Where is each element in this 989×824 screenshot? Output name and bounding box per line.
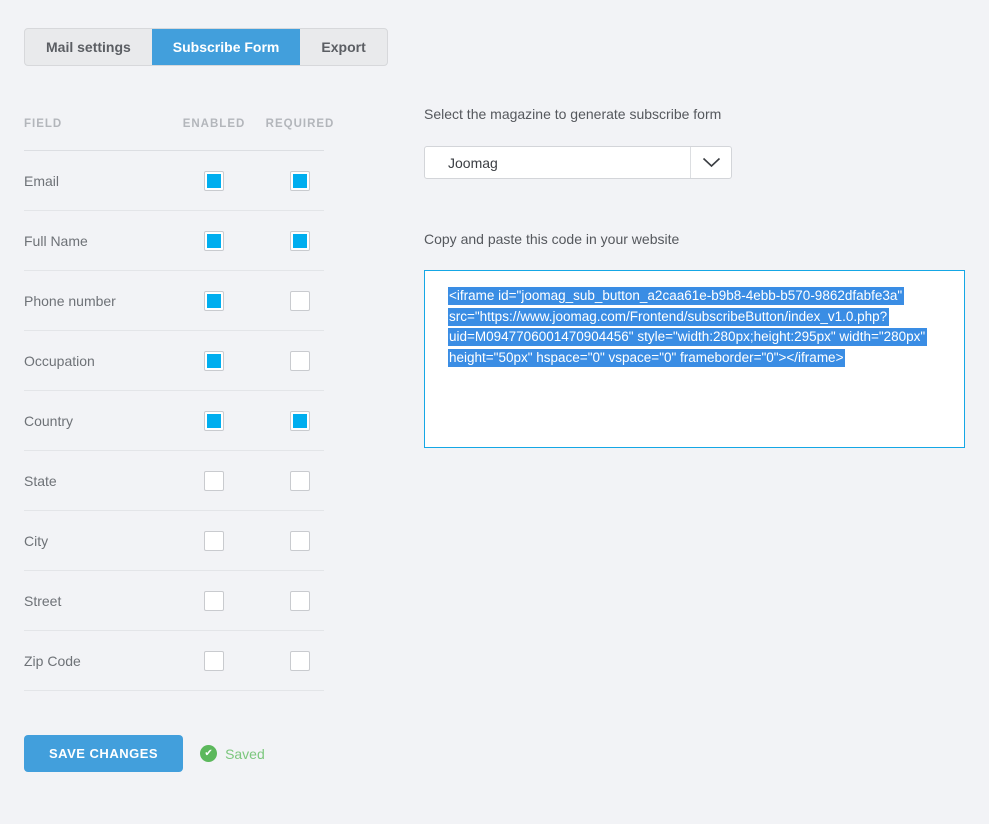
checkbox-fill xyxy=(207,534,221,548)
enabled-checkbox-email[interactable] xyxy=(204,171,224,191)
checkbox-fill xyxy=(207,474,221,488)
checkbox-fill xyxy=(293,654,307,668)
field-label: Country xyxy=(24,412,74,429)
checkbox-fill xyxy=(293,474,307,488)
table-header-row xyxy=(24,118,335,151)
required-checkbox-country[interactable] xyxy=(290,411,310,431)
field-label: Phone number xyxy=(24,292,116,309)
tab-export[interactable]: Export xyxy=(321,39,366,55)
magazine-dropdown[interactable] xyxy=(424,146,732,179)
code-line xyxy=(448,307,944,328)
checkbox-fill xyxy=(207,234,221,248)
column-header-required: REQUIRED xyxy=(265,118,335,130)
checkbox-fill xyxy=(293,594,307,608)
enabled-checkbox-street[interactable] xyxy=(204,591,224,611)
table-row-email xyxy=(24,151,324,211)
code-text: src="https://www.joomag.com/Frontend/subscribeButton/index_v1.0.php? xyxy=(449,308,888,324)
table-row-country xyxy=(24,391,324,451)
required-checkbox-email[interactable] xyxy=(290,171,310,191)
saved-status xyxy=(200,745,265,762)
field-label: Full Name xyxy=(24,232,88,249)
checkbox-fill xyxy=(207,654,221,668)
checkbox-fill xyxy=(293,234,307,248)
column-header-field: FIELD xyxy=(24,118,63,130)
embed-code-textarea[interactable] xyxy=(424,270,965,448)
tab-subscribe-form[interactable]: Subscribe Form xyxy=(152,29,301,65)
table-row-full-name xyxy=(24,211,324,271)
check-circle-icon: ✔ xyxy=(200,745,217,762)
checkbox-fill xyxy=(293,174,307,188)
enabled-checkbox-city[interactable] xyxy=(204,531,224,551)
required-checkbox-street[interactable] xyxy=(290,591,310,611)
checkbox-fill xyxy=(207,594,221,608)
field-label: Occupation xyxy=(24,352,95,369)
checkbox-fill xyxy=(293,414,307,428)
table-row-street xyxy=(24,571,324,631)
field-label: State xyxy=(24,472,57,489)
checkbox-fill xyxy=(293,534,307,548)
magazine-select-label: Select the magazine to generate subscribe form xyxy=(424,106,722,122)
table-row-zip-code xyxy=(24,631,324,691)
field-rows xyxy=(24,151,324,691)
embed-code-content xyxy=(448,286,944,368)
required-checkbox-state[interactable] xyxy=(290,471,310,491)
field-label: City xyxy=(24,532,49,549)
checkbox-fill xyxy=(207,414,221,428)
field-label: Zip Code xyxy=(24,652,81,669)
embed-code-label: Copy and paste this code in your website xyxy=(424,231,680,247)
column-header-enabled: ENABLED xyxy=(182,118,246,130)
enabled-checkbox-zip-code[interactable] xyxy=(204,651,224,671)
checkbox-fill xyxy=(293,294,307,308)
enabled-checkbox-phone-number[interactable] xyxy=(204,291,224,311)
enabled-checkbox-full-name[interactable] xyxy=(204,231,224,251)
checkbox-fill xyxy=(293,354,307,368)
required-checkbox-occupation[interactable] xyxy=(290,351,310,371)
field-label: Street xyxy=(24,592,62,609)
generate-code-panel xyxy=(424,107,965,448)
dropdown-toggle[interactable] xyxy=(690,147,731,178)
checkbox-fill xyxy=(207,354,221,368)
save-row xyxy=(24,735,324,772)
table-row-phone-number xyxy=(24,271,324,331)
table-row-occupation xyxy=(24,331,324,391)
required-checkbox-zip-code[interactable] xyxy=(290,651,310,671)
enabled-checkbox-country[interactable] xyxy=(204,411,224,431)
code-line xyxy=(448,286,944,307)
checkbox-fill xyxy=(207,294,221,308)
tab-mail-settings[interactable]: Mail settings xyxy=(46,39,131,55)
enabled-checkbox-occupation[interactable] xyxy=(204,351,224,371)
required-checkbox-full-name[interactable] xyxy=(290,231,310,251)
magazine-dropdown-value: Joomag xyxy=(448,154,498,171)
code-text: <iframe id="joomag_sub_button_a2caa61e-b9b8-4ebb-b570-9862dfabfe3a" xyxy=(449,288,903,303)
checkbox-fill xyxy=(207,174,221,188)
table-row-state xyxy=(24,451,324,511)
required-checkbox-phone-number[interactable] xyxy=(290,291,310,311)
code-text: height="50px" hspace="0" vspace="0" frameborder="0"></iframe> xyxy=(449,349,844,365)
subscribe-form-fields-panel xyxy=(24,118,335,772)
enabled-checkbox-state[interactable] xyxy=(204,471,224,491)
code-line xyxy=(448,348,944,369)
field-label: Email xyxy=(24,172,60,189)
chevron-down-icon xyxy=(702,157,721,168)
code-text: uid=M0947706001470904456" style="width:280px;height:295px" width="280px" xyxy=(449,329,926,344)
required-checkbox-city[interactable] xyxy=(290,531,310,551)
saved-status-label: Saved xyxy=(225,745,265,762)
table-row-city xyxy=(24,511,324,571)
code-line xyxy=(448,327,944,348)
tab-bar xyxy=(24,28,388,66)
save-changes-button[interactable]: SAVE CHANGES xyxy=(24,735,183,772)
